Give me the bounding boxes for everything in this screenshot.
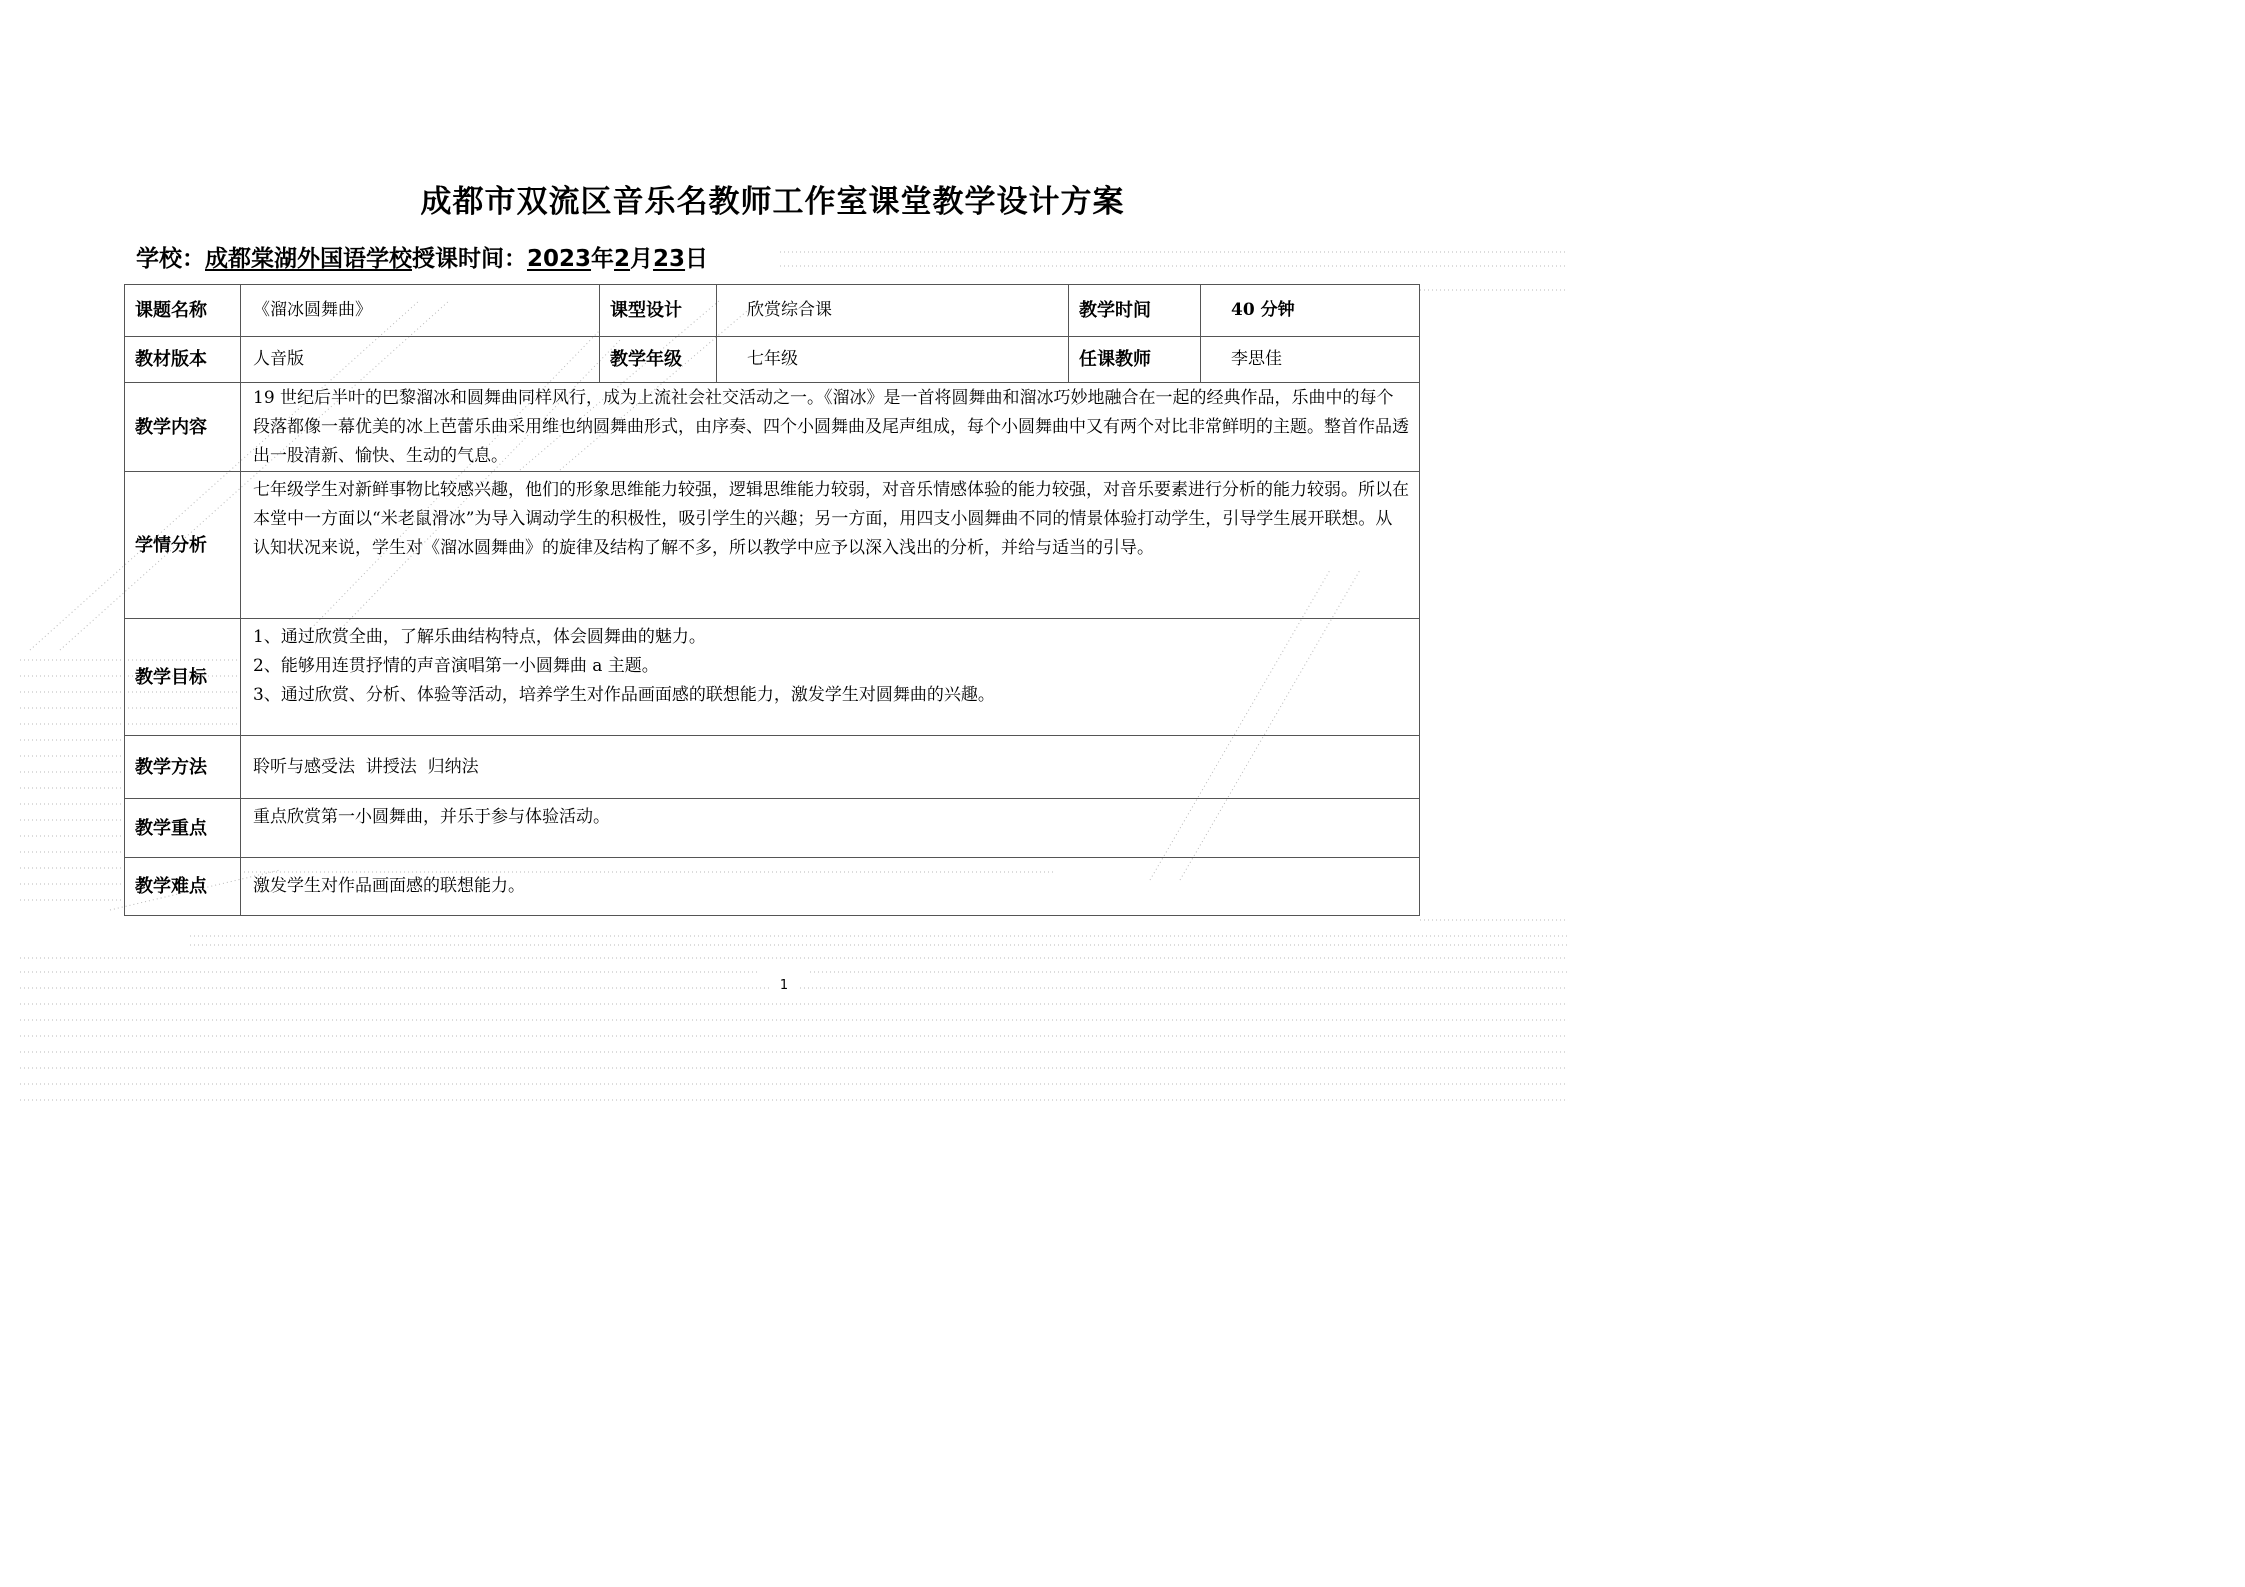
- month-unit: 月: [630, 246, 654, 272]
- goal-item: 3、通过欣赏、分析、体验等活动，培养学生对作品画面感的联想能力，激发学生对圆舞曲的兴趣。: [253, 685, 995, 705]
- methods-text: 聆听与感受法 讲授法 归纳法: [241, 736, 1420, 799]
- grade-label: 教学年级: [600, 337, 717, 383]
- year-value: 2023: [527, 246, 592, 272]
- school-value: 成都棠湖外国语学校: [205, 246, 412, 272]
- key-points-text: 重点欣赏第一小圆舞曲，并乐于参与体验活动。: [241, 799, 1420, 858]
- duration-value: 40 分钟: [1201, 285, 1420, 337]
- table-row: [125, 619, 1420, 736]
- table-row: [125, 799, 1420, 858]
- teacher-label: 任课教师: [1069, 337, 1201, 383]
- goals-label: 教学目标: [125, 619, 241, 736]
- goal-item: 1、通过欣赏全曲，了解乐曲结构特点，体会圆舞曲的魅力。: [253, 627, 706, 647]
- lesson-plan-table: [124, 284, 1420, 916]
- day-value: 23: [653, 246, 686, 272]
- table-row: [125, 472, 1420, 619]
- year-unit: 年: [591, 246, 615, 272]
- school-label: 学校：: [136, 246, 205, 272]
- topic-label: 课题名称: [125, 285, 241, 337]
- lesson-type-value: 欣赏综合课: [717, 285, 1069, 337]
- analysis-label: 学情分析: [125, 472, 241, 619]
- grade-value: 七年级: [717, 337, 1069, 383]
- table-row: [125, 285, 1420, 337]
- edition-value: 人音版: [241, 337, 600, 383]
- content-label: 教学内容: [125, 383, 241, 472]
- page-number: 1: [779, 978, 789, 993]
- table-row: [125, 858, 1420, 916]
- time-label: 授课时间：: [412, 246, 527, 272]
- lesson-type-label: 课型设计: [600, 285, 717, 337]
- month-value: 2: [614, 246, 631, 272]
- duration-label: 教学时间: [1069, 285, 1201, 337]
- table-row: [125, 383, 1420, 472]
- teacher-value: 李思佳: [1201, 337, 1420, 383]
- analysis-text: 七年级学生对新鲜事物比较感兴趣，他们的形象思维能力较强，逻辑思维能力较弱，对音乐情感体验的能力较强，对音乐要素进行分析的能力较弱。所以在本堂中一方面以“米老鼠滑冰”为导入调动学生的积极性，吸引学生的兴趣；另一方面，用四支小圆舞曲不同的情景体验打动学生，引导学生展开联想。从认知状况来说，学生对《溜冰圆舞曲》的旋律及结构了解不多，所以教学中应予以深入浅出的分析，并给与适当的引导。: [241, 472, 1420, 619]
- edition-label: 教材版本: [125, 337, 241, 383]
- methods-label: 教学方法: [125, 736, 241, 799]
- goal-item: 2、能够用连贯抒情的声音演唱第一小圆舞曲 a 主题。: [253, 656, 659, 676]
- page-title: 成都市双流区音乐名教师工作室课堂教学设计方案: [420, 184, 1125, 220]
- table-row: [125, 337, 1420, 383]
- day-unit: 日: [685, 246, 709, 272]
- topic-value: 《溜冰圆舞曲》: [241, 285, 600, 337]
- goals-list: [241, 619, 1420, 736]
- difficulties-label: 教学难点: [125, 858, 241, 916]
- key-points-label: 教学重点: [125, 799, 241, 858]
- content-text: 19 世纪后半叶的巴黎溜冰和圆舞曲同样风行，成为上流社会社交活动之一。《溜冰》是一首将圆舞曲和溜冰巧妙地融合在一起的经典作品，乐曲中的每个段落都像一幕优美的冰上芭蕾乐曲采用维也纳圆舞曲形式，由序奏、四个小圆舞曲及尾声组成，每个小圆舞曲中又有两个对比非常鲜明的主题。整首作品透出一股清新、愉快、生动的气息。: [241, 383, 1420, 472]
- table-row: [125, 736, 1420, 799]
- difficulties-text: 激发学生对作品画面感的联想能力。: [241, 858, 1420, 916]
- school-and-time-line: [136, 240, 708, 273]
